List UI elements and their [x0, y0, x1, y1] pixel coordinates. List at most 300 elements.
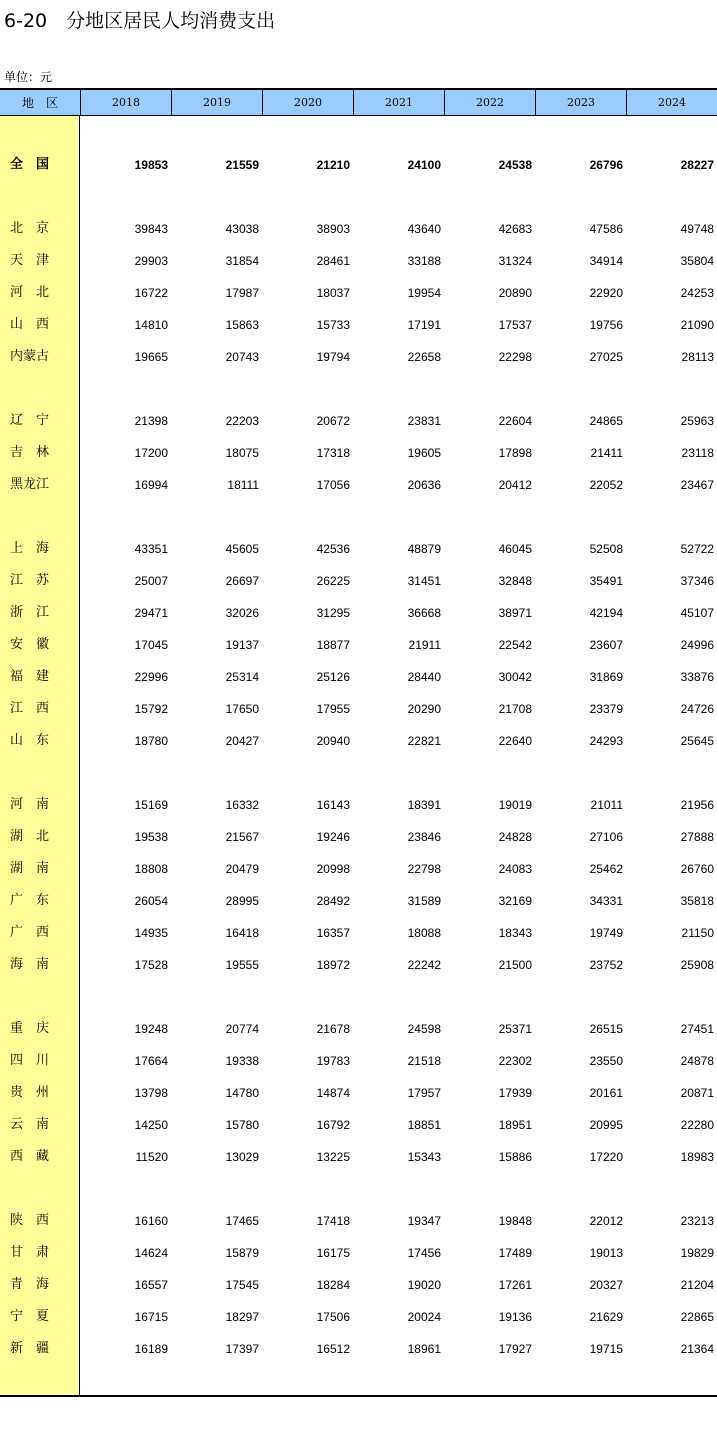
value-cell: 32848 [498, 574, 532, 588]
value-cell: 21204 [680, 1278, 714, 1292]
value-cell: 16357 [316, 926, 350, 940]
value-cell: 24878 [680, 1054, 714, 1068]
value-cell: 14624 [134, 1246, 168, 1260]
value-cell: 13225 [316, 1150, 350, 1164]
value-cell: 17318 [316, 446, 350, 460]
value-cell: 17506 [316, 1310, 350, 1324]
value-cell: 25314 [225, 670, 259, 684]
value-cell: 23379 [589, 702, 623, 716]
table-row [0, 219, 717, 239]
table-row [0, 859, 717, 879]
value-cell: 18075 [225, 446, 259, 460]
value-cell: 17056 [316, 478, 350, 492]
value-cell: 19954 [407, 286, 441, 300]
value-cell: 20024 [407, 1310, 441, 1324]
value-cell: 47586 [589, 222, 623, 236]
value-cell: 15886 [498, 1150, 532, 1164]
value-cell: 43038 [225, 222, 259, 236]
table-row [0, 635, 717, 655]
value-cell: 14250 [134, 1118, 168, 1132]
table-row [0, 1083, 717, 1103]
value-cell: 20479 [225, 862, 259, 876]
value-cell: 19338 [225, 1054, 259, 1068]
value-cell: 17045 [134, 638, 168, 652]
table-row [0, 475, 717, 495]
value-cell: 27025 [589, 350, 623, 364]
value-cell: 19756 [589, 318, 623, 332]
value-cell: 21567 [225, 830, 259, 844]
value-cell: 19137 [225, 638, 259, 652]
value-cell: 19605 [407, 446, 441, 460]
value-cell: 21398 [134, 414, 168, 428]
value-cell: 19829 [680, 1246, 714, 1260]
value-cell: 32026 [225, 606, 259, 620]
region-name: 黑龙江 [10, 477, 50, 492]
value-cell: 22920 [589, 286, 623, 300]
value-cell: 37346 [680, 574, 714, 588]
value-cell: 19136 [498, 1310, 532, 1324]
region-name: 四 川 [10, 1053, 50, 1068]
value-cell: 21956 [680, 798, 714, 812]
value-cell: 24598 [407, 1022, 441, 1036]
value-cell: 20995 [589, 1118, 623, 1132]
value-cell: 18111 [227, 478, 259, 492]
value-cell: 15879 [225, 1246, 259, 1260]
value-cell: 19853 [134, 158, 168, 172]
value-cell: 17418 [316, 1214, 350, 1228]
value-cell: 52508 [589, 542, 623, 556]
value-cell: 26225 [316, 574, 350, 588]
value-cell: 17898 [498, 446, 532, 460]
value-cell: 22542 [498, 638, 532, 652]
value-cell: 20636 [407, 478, 441, 492]
value-cell: 16792 [316, 1118, 350, 1132]
value-cell: 27106 [589, 830, 623, 844]
value-cell: 33188 [407, 254, 441, 268]
region-name: 天 津 [10, 253, 50, 268]
table-row [0, 1019, 717, 1039]
value-cell: 26697 [225, 574, 259, 588]
value-cell: 20672 [316, 414, 350, 428]
value-cell: 19013 [589, 1246, 623, 1260]
table-title: 6-20 分地区居民人均消费支出 [4, 10, 276, 32]
header-year: 2022 [444, 90, 535, 116]
value-cell: 21210 [316, 158, 350, 172]
table-row [0, 571, 717, 591]
value-cell: 25126 [316, 670, 350, 684]
value-cell: 18961 [407, 1342, 441, 1356]
value-cell: 24253 [680, 286, 714, 300]
value-cell: 28461 [316, 254, 350, 268]
region-name: 海 南 [10, 957, 50, 972]
region-name: 西 藏 [10, 1149, 50, 1164]
value-cell: 26760 [680, 862, 714, 876]
region-name: 重 庆 [10, 1021, 50, 1036]
value-cell: 21678 [316, 1022, 350, 1036]
table-row [0, 731, 717, 751]
value-cell: 43640 [407, 222, 441, 236]
value-cell: 11520 [135, 1150, 168, 1164]
value-cell: 39843 [134, 222, 168, 236]
value-cell: 22798 [407, 862, 441, 876]
value-cell: 19794 [316, 350, 350, 364]
value-cell: 25645 [680, 734, 714, 748]
value-cell: 18972 [316, 958, 350, 972]
value-cell: 31854 [225, 254, 259, 268]
region-name: 云 南 [10, 1117, 50, 1132]
value-cell: 26796 [589, 158, 623, 172]
value-cell: 45605 [225, 542, 259, 556]
value-cell: 17939 [498, 1086, 532, 1100]
value-cell: 17456 [407, 1246, 441, 1260]
value-cell: 24865 [589, 414, 623, 428]
value-cell: 25462 [589, 862, 623, 876]
region-name: 河 北 [10, 285, 50, 300]
value-cell: 24996 [680, 638, 714, 652]
region-name: 宁 夏 [10, 1309, 50, 1324]
value-cell: 33876 [680, 670, 714, 684]
header-year: 2024 [626, 90, 717, 116]
value-cell: 52722 [680, 542, 714, 556]
value-cell: 23831 [407, 414, 441, 428]
value-cell: 14810 [134, 318, 168, 332]
value-cell: 16418 [225, 926, 259, 940]
table-row [0, 1243, 717, 1263]
value-cell: 22280 [680, 1118, 714, 1132]
header-year: 2019 [171, 90, 262, 116]
value-cell: 28995 [225, 894, 259, 908]
value-cell: 23607 [589, 638, 623, 652]
value-cell: 24828 [498, 830, 532, 844]
header-year: 2020 [262, 90, 353, 116]
region-name: 江 西 [10, 701, 50, 716]
value-cell: 23752 [589, 958, 623, 972]
header-year: 2023 [535, 90, 626, 116]
value-cell: 20940 [316, 734, 350, 748]
value-cell: 20743 [225, 350, 259, 364]
value-cell: 18088 [407, 926, 441, 940]
table-row [0, 251, 717, 271]
value-cell: 16332 [225, 798, 259, 812]
region-name: 山 东 [10, 733, 50, 748]
value-cell: 26515 [589, 1022, 623, 1036]
value-cell: 21518 [407, 1054, 441, 1068]
value-cell: 16175 [316, 1246, 350, 1260]
value-cell: 18951 [498, 1118, 532, 1132]
value-cell: 18808 [134, 862, 168, 876]
value-cell: 29903 [134, 254, 168, 268]
value-cell: 48879 [407, 542, 441, 556]
value-cell: 29471 [134, 606, 168, 620]
value-cell: 21150 [681, 926, 714, 940]
value-cell: 19019 [498, 798, 532, 812]
value-cell: 19538 [134, 830, 168, 844]
table-row [0, 1339, 717, 1359]
value-cell: 18284 [316, 1278, 350, 1292]
value-cell: 16143 [316, 798, 350, 812]
region-name: 吉 林 [10, 445, 50, 460]
table-header [0, 88, 717, 116]
value-cell: 42536 [316, 542, 350, 556]
value-cell: 31589 [407, 894, 441, 908]
region-name: 广 东 [10, 893, 50, 908]
value-cell: 17200 [134, 446, 168, 460]
value-cell: 19715 [589, 1342, 623, 1356]
value-cell: 20427 [225, 734, 259, 748]
value-cell: 31324 [498, 254, 532, 268]
value-cell: 17650 [225, 702, 259, 716]
value-cell: 22302 [498, 1054, 532, 1068]
value-cell: 16160 [134, 1214, 168, 1228]
value-cell: 21011 [590, 798, 623, 812]
value-cell: 46045 [498, 542, 532, 556]
value-cell: 19555 [225, 958, 259, 972]
value-cell: 20998 [316, 862, 350, 876]
value-cell: 43351 [134, 542, 168, 556]
table-row [0, 1307, 717, 1327]
value-cell: 17957 [407, 1086, 441, 1100]
value-cell: 15792 [134, 702, 168, 716]
value-cell: 21559 [225, 158, 259, 172]
region-name: 陕 西 [10, 1213, 50, 1228]
value-cell: 35804 [680, 254, 714, 268]
table-row [0, 283, 717, 303]
region-name: 福 建 [10, 669, 50, 684]
value-cell: 42683 [498, 222, 532, 236]
value-cell: 22604 [498, 414, 532, 428]
value-cell: 23118 [681, 446, 714, 460]
value-cell: 17220 [589, 1150, 623, 1164]
region-name: 内蒙古 [10, 349, 50, 364]
unit-label: 单位：元 [4, 70, 53, 84]
value-cell: 22865 [680, 1310, 714, 1324]
table-row [0, 923, 717, 943]
table-row [0, 827, 717, 847]
value-cell: 42194 [589, 606, 623, 620]
value-cell: 16512 [316, 1342, 350, 1356]
value-cell: 21500 [498, 958, 532, 972]
value-cell: 17489 [498, 1246, 532, 1260]
table-row [0, 1147, 717, 1167]
value-cell: 28113 [681, 350, 714, 364]
region-column-background [0, 116, 80, 1396]
table-row [0, 1211, 717, 1231]
value-cell: 22298 [498, 350, 532, 364]
value-cell: 16557 [134, 1278, 168, 1292]
value-cell: 19848 [498, 1214, 532, 1228]
value-cell: 28227 [680, 158, 714, 172]
value-cell: 24538 [498, 158, 532, 172]
value-cell: 16715 [134, 1310, 168, 1324]
value-cell: 19246 [316, 830, 350, 844]
region-name: 贵 州 [10, 1085, 50, 1100]
region-name: 新 疆 [10, 1341, 50, 1356]
value-cell: 17465 [225, 1214, 259, 1228]
value-cell: 16722 [134, 286, 168, 300]
header-region: 地 区 [21, 96, 58, 110]
value-cell: 25908 [680, 958, 714, 972]
value-cell: 18343 [498, 926, 532, 940]
value-cell: 25007 [134, 574, 168, 588]
value-cell: 18851 [407, 1118, 441, 1132]
value-cell: 19347 [407, 1214, 441, 1228]
value-cell: 15733 [316, 318, 350, 332]
value-cell: 24293 [589, 734, 623, 748]
value-cell: 20161 [589, 1086, 623, 1100]
value-cell: 19020 [407, 1278, 441, 1292]
value-cell: 13798 [134, 1086, 168, 1100]
value-cell: 24726 [680, 702, 714, 716]
value-cell: 23846 [407, 830, 441, 844]
value-cell: 17261 [498, 1278, 532, 1292]
value-cell: 35491 [589, 574, 623, 588]
region-name: 江 苏 [10, 573, 50, 588]
value-cell: 27888 [680, 830, 714, 844]
value-cell: 31451 [407, 574, 441, 588]
table-row [0, 603, 717, 623]
value-cell: 28440 [407, 670, 441, 684]
value-cell: 20290 [407, 702, 441, 716]
table-bottom-border [0, 1395, 717, 1397]
region-name: 全 国 [10, 157, 50, 172]
region-name: 湖 北 [10, 829, 50, 844]
value-cell: 17927 [498, 1342, 532, 1356]
value-cell: 15780 [225, 1118, 259, 1132]
region-name: 浙 江 [10, 605, 50, 620]
value-cell: 49748 [680, 222, 714, 236]
table-row [0, 315, 717, 335]
region-name: 河 南 [10, 797, 50, 812]
value-cell: 19749 [589, 926, 623, 940]
table-row [0, 155, 717, 175]
value-cell: 36668 [407, 606, 441, 620]
value-cell: 25963 [680, 414, 714, 428]
value-cell: 31869 [589, 670, 623, 684]
value-cell: 26054 [134, 894, 168, 908]
header-year: 2018 [80, 90, 171, 116]
value-cell: 18297 [225, 1310, 259, 1324]
region-name: 北 京 [10, 221, 50, 236]
value-cell: 22821 [407, 734, 441, 748]
value-cell: 17987 [225, 286, 259, 300]
value-cell: 21364 [680, 1342, 714, 1356]
value-cell: 17397 [225, 1342, 259, 1356]
value-cell: 23467 [680, 478, 714, 492]
value-cell: 23213 [680, 1214, 714, 1228]
value-cell: 45107 [680, 606, 714, 620]
table-row [0, 443, 717, 463]
value-cell: 21911 [408, 638, 441, 652]
value-cell: 31295 [316, 606, 350, 620]
table-row [0, 891, 717, 911]
region-name: 广 西 [10, 925, 50, 940]
value-cell: 18877 [316, 638, 350, 652]
value-cell: 22052 [589, 478, 623, 492]
value-cell: 17664 [134, 1054, 168, 1068]
value-cell: 17537 [498, 318, 532, 332]
value-cell: 16189 [134, 1342, 168, 1356]
value-cell: 18983 [680, 1150, 714, 1164]
value-cell: 28492 [316, 894, 350, 908]
value-cell: 34331 [589, 894, 623, 908]
value-cell: 13029 [225, 1150, 259, 1164]
value-cell: 18391 [407, 798, 441, 812]
value-cell: 22640 [498, 734, 532, 748]
table-row [0, 1051, 717, 1071]
value-cell: 20890 [498, 286, 532, 300]
value-cell: 20327 [589, 1278, 623, 1292]
table-row [0, 1115, 717, 1135]
value-cell: 18780 [134, 734, 168, 748]
table-row [0, 539, 717, 559]
value-cell: 32169 [498, 894, 532, 908]
value-cell: 21411 [590, 446, 623, 460]
value-cell: 34914 [589, 254, 623, 268]
value-cell: 22012 [589, 1214, 623, 1228]
value-cell: 23550 [589, 1054, 623, 1068]
value-cell: 17528 [134, 958, 168, 972]
value-cell: 18037 [316, 286, 350, 300]
table-row [0, 1275, 717, 1295]
region-name: 湖 南 [10, 861, 50, 876]
table-row [0, 955, 717, 975]
value-cell: 21708 [498, 702, 532, 716]
value-cell: 38903 [316, 222, 350, 236]
value-cell: 38971 [498, 606, 532, 620]
header-year: 2021 [353, 90, 444, 116]
value-cell: 20412 [498, 478, 532, 492]
value-cell: 30042 [498, 670, 532, 684]
table-row [0, 347, 717, 367]
value-cell: 15169 [134, 798, 168, 812]
value-cell: 20774 [225, 1022, 259, 1036]
region-name: 辽 宁 [10, 413, 50, 428]
region-name: 山 西 [10, 317, 50, 332]
value-cell: 19248 [134, 1022, 168, 1036]
region-name: 甘 肃 [10, 1245, 50, 1260]
value-cell: 19783 [316, 1054, 350, 1068]
value-cell: 35818 [680, 894, 714, 908]
value-cell: 20871 [680, 1086, 714, 1100]
value-cell: 15343 [407, 1150, 441, 1164]
value-cell: 22203 [225, 414, 259, 428]
value-cell: 17955 [316, 702, 350, 716]
value-cell: 22996 [134, 670, 168, 684]
value-cell: 17545 [225, 1278, 259, 1292]
region-name: 安 徽 [10, 637, 50, 652]
value-cell: 27451 [680, 1022, 714, 1036]
region-name: 青 海 [10, 1277, 50, 1292]
value-cell: 22658 [407, 350, 441, 364]
value-cell: 25371 [498, 1022, 532, 1036]
table-row [0, 795, 717, 815]
value-cell: 21090 [680, 318, 714, 332]
value-cell: 17191 [407, 318, 441, 332]
value-cell: 21629 [589, 1310, 623, 1324]
value-cell: 14780 [225, 1086, 259, 1100]
value-cell: 24083 [498, 862, 532, 876]
value-cell: 22242 [407, 958, 441, 972]
value-cell: 14935 [134, 926, 168, 940]
region-name: 上 海 [10, 541, 50, 556]
value-cell: 19665 [134, 350, 168, 364]
table-row [0, 667, 717, 687]
table-row [0, 411, 717, 431]
value-cell: 16994 [134, 478, 168, 492]
value-cell: 15863 [225, 318, 259, 332]
table-row [0, 699, 717, 719]
value-cell: 24100 [407, 158, 441, 172]
